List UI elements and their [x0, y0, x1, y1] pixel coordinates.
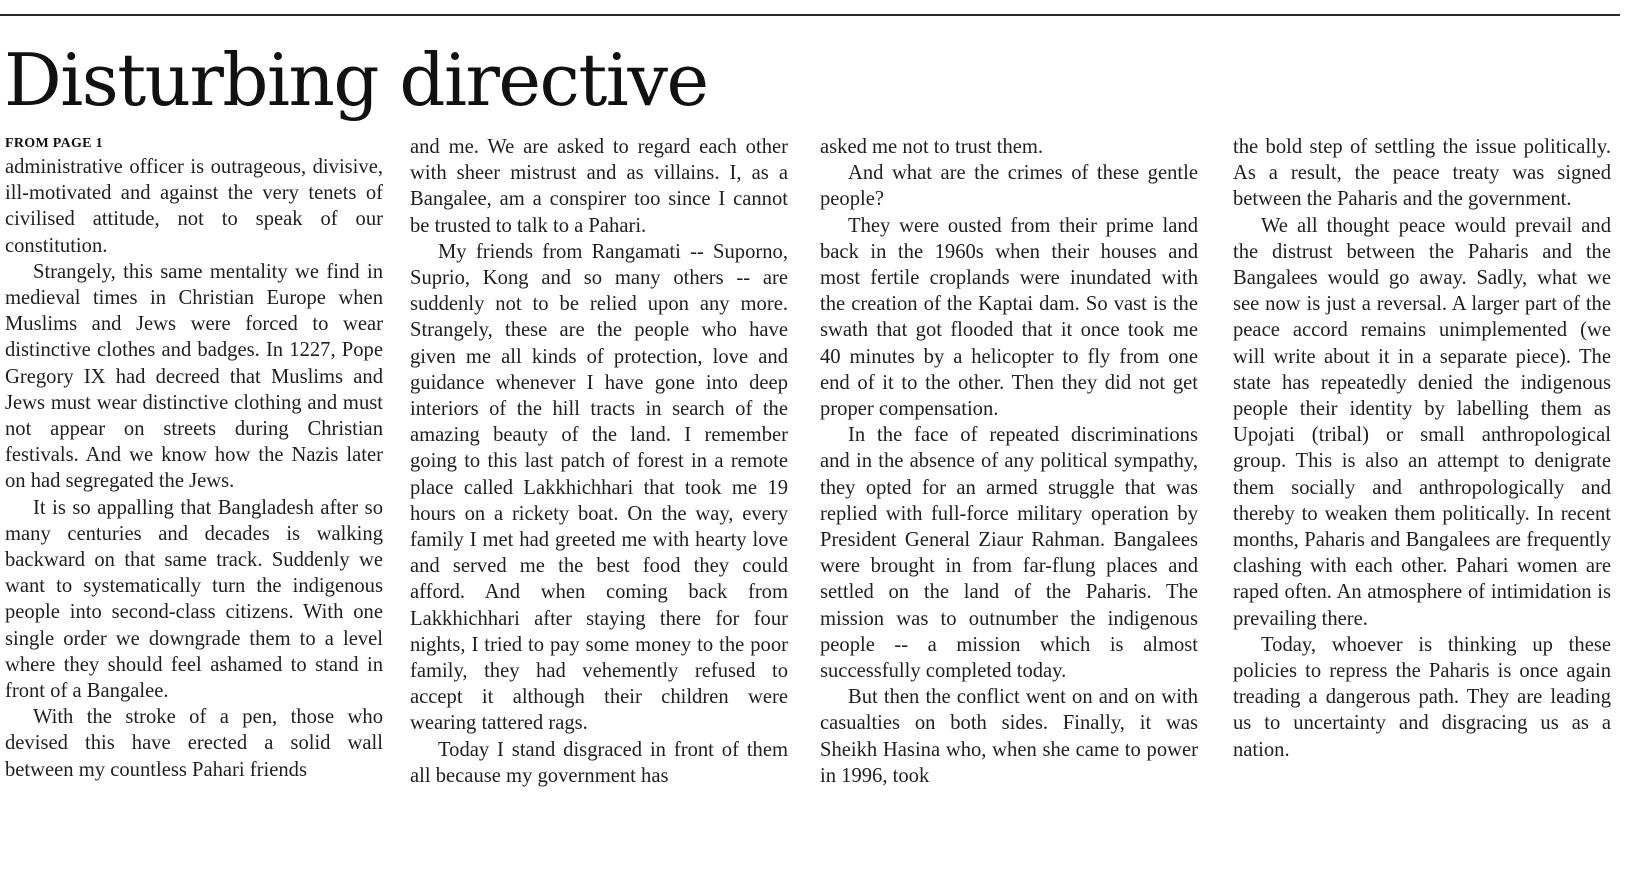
article-column-4 — [1233, 134, 1611, 892]
headline: Disturbing directive — [4, 38, 708, 122]
article-paragraph: They were ousted from their prime land back in the 1960s when their houses and most fertile croplands were inundated with the creation of the Kaptai dam. So vast is the swath that got flooded that it once took me 40 minutes by a helicopter to fly from one end of it to the other. Then they did not get proper compensation. — [820, 214, 1198, 421]
article-body — [0, 134, 1637, 892]
article-paragraph: Today, whoever is thinking up these policies to repress the Paharis is once again treading a dangerous path. They are leading us to uncertainty and disgracing us as a nation. — [1233, 633, 1611, 761]
article-column-3 — [820, 134, 1198, 892]
article-paragraph: With the stroke of a pen, those who devised this have erected a solid wall between my countless Pahari friends — [5, 706, 383, 781]
article-paragraph: In the face of repeated discriminations and in the absence of any political sympathy, they opted for an armed struggle that was replied with full-force military operation by President General Ziaur Rahman. Bangalees were brought in from far-flung places and settled on the land of the Paharis. The mission was to outnumber the indigenous people -- a mission which is almost successfully completed today. — [820, 424, 1198, 683]
article-paragraph: But then the conflict went on and on with casualties on both sides. Finally, it was Sheikh Hasina who, when she came to power in 1996, took — [820, 686, 1198, 787]
article-paragraph: And what are the crimes of these gentle people? — [820, 162, 1198, 211]
jump-label: FROM PAGE 1 — [5, 136, 103, 151]
top-rule — [0, 14, 1620, 16]
article-paragraph: Strangely, this same mentality we find in medieval times in Christian Europe when Muslims and Jews were forced to wear distinctive clothes and badges. In 1227, Pope Gregory IX had decreed that Muslims and Jews must wear distinctive clothing and must not appear on streets during Christian festivals. And we know how the Nazis later on had segregated the Jews. — [5, 260, 383, 493]
article-column-1 — [5, 134, 383, 892]
article-paragraph: My friends from Rangamati -- Suporno, Suprio, Kong and so many others -- are suddenly not to be relied upon any more. Strangely, these are the people who have given me all kinds of protection, love and guidance whenever I have gone into deep interiors of the hill tracts in search of the amazing beauty of the land. I remember going to this last patch of forest in a remote place called Lakkhichhari that took me 19 hours on a rickety boat. On the way, every family I met had greeted me with hearty love and served me the best food they could afford. And when coming back from Lakkhichhari after staying there for four nights, I tried to pay some money to the poor family, they had vehemently refused to accept it although their children were wearing tattered rags. — [410, 240, 788, 735]
article-paragraph: Today I stand disgraced in front of them all because my government has — [410, 738, 788, 787]
article-paragraph: We all thought peace would prevail and the distrust between the Paharis and the Bangalees would go away. Sadly, what we see now is just a reversal. A larger part of the peace accord remains unimplemented (we will write about it in a separate piece). The state has repeatedly denied the indigenous people their identity by labelling them as Upojati (tribal) or small anthropological group. This is also an attempt to denigrate them socially and anthropologically and thereby to weaken them politically. In recent months, Paharis and Bangalees are frequently clashing with each other. Pahari women are raped often. An atmosphere of intimidation is prevailing there. — [1233, 214, 1611, 630]
article-column-2 — [410, 134, 788, 892]
article-paragraph: and me. We are asked to regard each other with sheer mistrust and as villains. I, as a Bangalee, am a conspirer too since I cannot be trusted to talk to a Pahari. — [410, 136, 788, 237]
article-paragraph: administrative officer is outrageous, divisive, ill-motivated and against the very tenets of civilised attitude, not to speak of our constitution. — [5, 156, 383, 257]
article-paragraph: asked me not to trust them. — [820, 136, 1044, 158]
article-paragraph: the bold step of settling the issue politically. As a result, the peace treaty was signed between the Paharis and the government. — [1233, 136, 1611, 211]
article-paragraph: It is so appalling that Bangladesh after so many centuries and decades is walking backward on that same track. Suddenly we want to systematically turn the indigenous people into second-class citizens. With one single order we downgrade them to a level where they should feel ashamed to stand in front of a Bangalee. — [5, 496, 383, 703]
